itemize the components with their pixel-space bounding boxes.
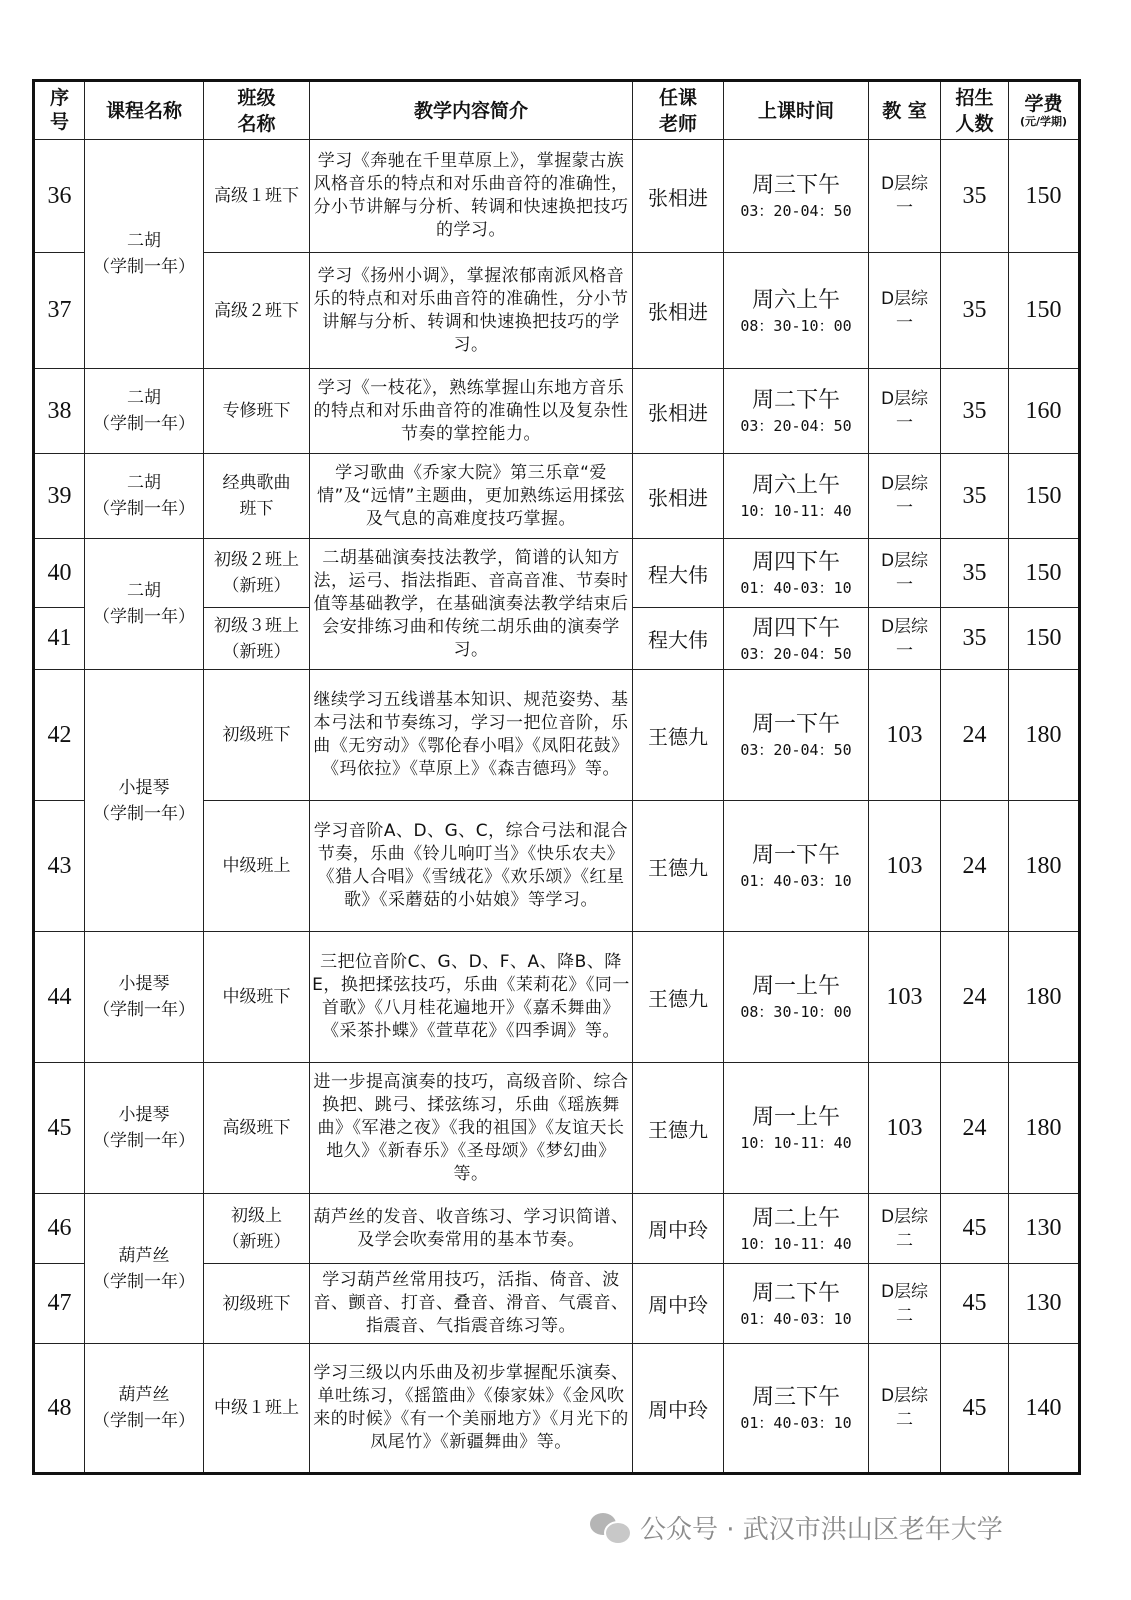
time-cell bbox=[724, 801, 869, 932]
room-cell bbox=[869, 454, 941, 539]
room-name: D层综 bbox=[880, 288, 929, 309]
header-seq: 序号 bbox=[34, 81, 85, 140]
header-row bbox=[34, 81, 1080, 140]
fee-cell: 180 bbox=[1009, 932, 1080, 1063]
teacher-cell: 王德九 bbox=[633, 801, 724, 932]
header-quota: 招生人数 bbox=[941, 81, 1009, 140]
table-row bbox=[34, 1194, 1080, 1264]
table-row bbox=[34, 539, 1080, 608]
time-cell bbox=[724, 1344, 869, 1474]
teacher-cell: 周中玲 bbox=[633, 1264, 724, 1344]
class-name: 高级班下 bbox=[222, 1118, 291, 1138]
time-cell bbox=[724, 253, 869, 369]
class-note: （新班） bbox=[222, 641, 291, 662]
header-class: 班级名称 bbox=[204, 81, 310, 140]
row-seq: 46 bbox=[34, 1194, 85, 1264]
class-cell bbox=[204, 932, 310, 1063]
class-day: 周二上午 bbox=[751, 1205, 840, 1231]
room-name: 103 bbox=[886, 853, 923, 879]
table-body bbox=[34, 140, 1080, 1474]
course-duration: （学制一年） bbox=[93, 1131, 195, 1151]
course-duration: （学制一年） bbox=[93, 414, 195, 434]
time-cell bbox=[724, 1194, 869, 1264]
teacher-cell: 张相进 bbox=[633, 369, 724, 454]
course-duration: （学制一年） bbox=[93, 1271, 195, 1292]
class-cell bbox=[204, 253, 310, 369]
class-name: 高级２班下 bbox=[214, 300, 299, 321]
row-seq: 38 bbox=[34, 369, 85, 454]
course-name: 葫芦丝 bbox=[118, 1245, 170, 1266]
footer-watermark bbox=[590, 1507, 1080, 1547]
course-name: 葫芦丝 bbox=[118, 1385, 170, 1405]
content-cell: 学习《奔驰在千里草原上》，掌握蒙古族风格音乐的特点和对乐曲音符的准确性，分小节讲解与分析、转调和快速换把技巧的学习。 bbox=[310, 140, 633, 253]
quota-cell: 35 bbox=[941, 140, 1009, 253]
class-name: 中级１班上 bbox=[214, 1398, 299, 1418]
class-hours: 03：20-04：50 bbox=[740, 741, 852, 759]
course-duration: （学制一年） bbox=[93, 607, 195, 627]
room-number: 一 bbox=[896, 413, 913, 433]
class-name: 初级２班上 bbox=[214, 550, 299, 570]
room-name: 103 bbox=[886, 984, 923, 1010]
row-seq: 41 bbox=[34, 608, 85, 670]
class-cell bbox=[204, 1344, 310, 1474]
course-name: 二胡 bbox=[127, 231, 161, 251]
course-name: 小提琴 bbox=[118, 974, 170, 994]
class-hours: 10：10-11：40 bbox=[740, 502, 852, 520]
course-cell bbox=[85, 1063, 204, 1194]
table-row bbox=[34, 670, 1080, 801]
class-name: 中级班上 bbox=[222, 856, 291, 876]
teacher-cell: 王德九 bbox=[633, 932, 724, 1063]
room-cell bbox=[869, 1194, 941, 1264]
fee-cell: 180 bbox=[1009, 670, 1080, 801]
class-cell bbox=[204, 670, 310, 801]
course-schedule-table bbox=[32, 79, 1081, 1475]
content-cell: 学习三级以内乐曲及初步掌握配乐演奏、单吐练习，《摇篮曲》《傣家妹》《金风吹来的时候》《有一个美丽地方》《月光下的凤尾竹》《新疆舞曲》等。 bbox=[310, 1344, 633, 1474]
content-cell: 学习音阶A、D、G、C，综合弓法和混合节奏，乐曲《铃儿响叮当》《快乐农夫》《猎人合唱》《雪绒花》《欢乐颂》《红星歌》《采蘑菇的小姑娘》等学习。 bbox=[310, 801, 633, 932]
row-seq: 48 bbox=[34, 1344, 85, 1474]
class-day: 周三下午 bbox=[751, 173, 840, 198]
course-name: 二胡 bbox=[127, 473, 161, 493]
time-cell bbox=[724, 369, 869, 454]
time-cell bbox=[724, 1063, 869, 1194]
room-cell bbox=[869, 140, 941, 253]
fee-cell: 180 bbox=[1009, 1063, 1080, 1194]
time-cell bbox=[724, 539, 869, 608]
course-duration: （学制一年） bbox=[93, 257, 195, 277]
class-day: 周一下午 bbox=[751, 712, 840, 737]
class-hours: 03：20-04：50 bbox=[740, 417, 852, 435]
time-cell bbox=[724, 1264, 869, 1344]
class-hours: 01：40-03：10 bbox=[740, 1309, 852, 1328]
course-name: 小提琴 bbox=[118, 1105, 170, 1125]
class-note: （新班） bbox=[222, 576, 291, 596]
fee-cell: 150 bbox=[1009, 539, 1080, 608]
table-row bbox=[34, 140, 1080, 253]
row-seq: 47 bbox=[34, 1264, 85, 1344]
room-cell bbox=[869, 670, 941, 801]
class-day: 周二下午 bbox=[751, 388, 840, 413]
quota-cell: 35 bbox=[941, 369, 1009, 454]
row-seq: 40 bbox=[34, 539, 85, 608]
class-hours: 03：20-04：50 bbox=[740, 644, 852, 663]
room-cell bbox=[869, 608, 941, 670]
course-duration: （学制一年） bbox=[93, 499, 195, 519]
quota-cell: 35 bbox=[941, 608, 1009, 670]
class-hours: 08：30-10：00 bbox=[740, 316, 852, 335]
time-cell bbox=[724, 454, 869, 539]
class-day: 周六上午 bbox=[751, 287, 840, 313]
class-name: 初级上 bbox=[231, 1205, 282, 1226]
course-cell bbox=[85, 140, 204, 369]
room-name: 103 bbox=[886, 722, 923, 748]
course-cell bbox=[85, 369, 204, 454]
content-cell: 葫芦丝的发音、收音练习、学习识简谱、及学会吹奏常用的基本节奏。 bbox=[310, 1194, 633, 1264]
class-day: 周一上午 bbox=[751, 1105, 840, 1130]
course-cell bbox=[85, 670, 204, 932]
quota-cell: 35 bbox=[941, 454, 1009, 539]
room-number: 二 bbox=[896, 1230, 913, 1251]
room-number: 一 bbox=[896, 640, 913, 661]
class-name: 高级１班下 bbox=[214, 186, 299, 206]
header-course: 课程名称 bbox=[85, 81, 204, 140]
room-cell bbox=[869, 932, 941, 1063]
header-time: 上课时间 bbox=[724, 81, 869, 140]
class-cell bbox=[204, 539, 310, 608]
room-number: 一 bbox=[896, 312, 913, 333]
table-row bbox=[34, 1063, 1080, 1194]
teacher-cell: 王德九 bbox=[633, 1063, 724, 1194]
class-cell bbox=[204, 454, 310, 539]
row-seq: 39 bbox=[34, 454, 85, 539]
room-number: 二 bbox=[896, 1305, 913, 1326]
room-number: 二 bbox=[896, 1410, 913, 1430]
class-day: 周一上午 bbox=[751, 974, 840, 999]
row-seq: 45 bbox=[34, 1063, 85, 1194]
content-cell: 继续学习五线谱基本知识、规范姿势、基本弓法和节奏练习，学习一把位音阶，乐曲《无穷动》《鄂伦春小唱》《凤阳花鼓》《玛依拉》《草原上》《森吉德玛》等。 bbox=[310, 670, 633, 801]
room-cell bbox=[869, 539, 941, 608]
course-duration: （学制一年） bbox=[93, 1411, 195, 1431]
teacher-cell: 程大伟 bbox=[633, 539, 724, 608]
room-name: 103 bbox=[886, 1115, 923, 1141]
time-cell bbox=[724, 932, 869, 1063]
class-cell bbox=[204, 369, 310, 454]
teacher-cell: 张相进 bbox=[633, 140, 724, 253]
header-content: 教学内容简介 bbox=[310, 81, 633, 140]
content-cell: 进一步提高演奏的技巧，高级音阶、综合换把、跳弓、揉弦练习，乐曲《瑶族舞曲》《军港之夜》《我的祖国》《友谊天长地久》《新春乐》《圣母颂》《梦幻曲》等。 bbox=[310, 1063, 633, 1194]
room-cell bbox=[869, 1063, 941, 1194]
class-cell bbox=[204, 140, 310, 253]
footer-text: 公众号 · 武汉市洪山区老年大学 bbox=[640, 1514, 1003, 1545]
class-cell bbox=[204, 1194, 310, 1264]
table-row bbox=[34, 369, 1080, 454]
content-cell: 学习葫芦丝常用技巧，活指、倚音、波音、颤音、打音、叠音、滑音、气震音、指震音、气指震音练习等。 bbox=[310, 1264, 633, 1344]
fee-cell: 130 bbox=[1009, 1264, 1080, 1344]
class-day: 周四下午 bbox=[751, 615, 840, 641]
class-name: 初级班下 bbox=[222, 1293, 291, 1314]
fee-cell: 180 bbox=[1009, 801, 1080, 932]
class-hours: 01：40-03：10 bbox=[740, 1414, 852, 1432]
course-cell bbox=[85, 454, 204, 539]
class-day: 周二下午 bbox=[751, 1280, 840, 1306]
room-number: 一 bbox=[896, 498, 913, 518]
row-seq: 42 bbox=[34, 670, 85, 801]
fee-cell: 130 bbox=[1009, 1194, 1080, 1264]
content-cell: 学习《一枝花》，熟练掌握山东地方音乐的特点和对乐曲音符的准确性以及复杂性节奏的掌控能力。 bbox=[310, 369, 633, 454]
room-name: D层综 bbox=[880, 389, 929, 409]
teacher-cell: 周中玲 bbox=[633, 1344, 724, 1474]
room-number: 一 bbox=[896, 198, 913, 218]
room-cell bbox=[869, 1344, 941, 1474]
class-name: 中级班下 bbox=[222, 987, 291, 1007]
fee-cell: 150 bbox=[1009, 253, 1080, 369]
fee-cell: 150 bbox=[1009, 454, 1080, 539]
header-room: 教 室 bbox=[869, 81, 941, 140]
class-day: 周四下午 bbox=[751, 550, 840, 575]
course-duration: （学制一年） bbox=[93, 803, 195, 824]
class-hours: 10：10-11：40 bbox=[740, 1234, 852, 1253]
quota-cell: 24 bbox=[941, 932, 1009, 1063]
fee-cell: 150 bbox=[1009, 140, 1080, 253]
room-cell bbox=[869, 801, 941, 932]
header-fee: 学费 (元/学期) bbox=[1009, 81, 1080, 140]
class-cell bbox=[204, 608, 310, 670]
table-row bbox=[34, 932, 1080, 1063]
teacher-cell: 周中玲 bbox=[633, 1194, 724, 1264]
quota-cell: 45 bbox=[941, 1194, 1009, 1264]
quota-cell: 45 bbox=[941, 1344, 1009, 1474]
teacher-cell: 王德九 bbox=[633, 670, 724, 801]
time-cell bbox=[724, 140, 869, 253]
course-name: 小提琴 bbox=[118, 777, 170, 798]
class-hours: 10：10-11：40 bbox=[740, 1134, 852, 1152]
course-name: 二胡 bbox=[127, 388, 161, 408]
quota-cell: 35 bbox=[941, 253, 1009, 369]
class-name: 初级３班上 bbox=[214, 615, 299, 636]
course-name: 二胡 bbox=[127, 581, 161, 601]
quota-cell: 35 bbox=[941, 539, 1009, 608]
course-duration: （学制一年） bbox=[93, 1000, 195, 1020]
course-cell bbox=[85, 1344, 204, 1474]
fee-cell: 140 bbox=[1009, 1344, 1080, 1474]
room-name: D层综 bbox=[880, 174, 929, 194]
class-day: 周一下午 bbox=[751, 843, 840, 868]
room-cell bbox=[869, 369, 941, 454]
row-seq: 44 bbox=[34, 932, 85, 1063]
course-cell bbox=[85, 539, 204, 670]
class-hours: 01：40-03：10 bbox=[740, 579, 852, 597]
content-cell: 学习《扬州小调》，掌握浓郁南派风格音乐的特点和对乐曲音符的准确性，分小节讲解与分析、转调和快速换把技巧的学习。 bbox=[310, 253, 633, 369]
room-name: D层综 bbox=[880, 1281, 929, 1302]
course-cell bbox=[85, 932, 204, 1063]
class-hours: 08：30-10：00 bbox=[740, 1003, 852, 1021]
room-cell bbox=[869, 1264, 941, 1344]
quota-cell: 24 bbox=[941, 801, 1009, 932]
room-name: D层综 bbox=[880, 616, 929, 637]
room-name: D层综 bbox=[880, 551, 929, 571]
table-row bbox=[34, 1344, 1080, 1474]
room-cell bbox=[869, 253, 941, 369]
room-name: D层综 bbox=[880, 474, 929, 494]
time-cell bbox=[724, 670, 869, 801]
wechat-icon bbox=[590, 1511, 630, 1543]
class-hours: 01：40-03：10 bbox=[740, 872, 852, 890]
room-name: D层综 bbox=[880, 1386, 929, 1406]
class-cell bbox=[204, 1264, 310, 1344]
class-name: 初级班下 bbox=[222, 725, 291, 745]
row-seq: 37 bbox=[34, 253, 85, 369]
header-teacher: 任课老师 bbox=[633, 81, 724, 140]
class-day: 周六上午 bbox=[751, 473, 840, 498]
fee-cell: 150 bbox=[1009, 608, 1080, 670]
room-name: D层综 bbox=[880, 1206, 929, 1227]
row-seq: 43 bbox=[34, 801, 85, 932]
time-cell bbox=[724, 608, 869, 670]
class-name: 经典歌曲 bbox=[222, 473, 291, 493]
row-seq: 36 bbox=[34, 140, 85, 253]
class-cell bbox=[204, 1063, 310, 1194]
room-number: 一 bbox=[896, 575, 913, 595]
header-fee-unit: (元/学期) bbox=[1019, 114, 1068, 128]
class-note: （新班） bbox=[222, 1231, 291, 1252]
teacher-cell: 程大伟 bbox=[633, 608, 724, 670]
content-cell: 二胡基础演奏技法教学，简谱的认知方法，运弓、指法指距、音高音准、节奏时值等基础教学，在基础演奏法教学结束后会安排练习曲和传统二胡乐曲的演奏学习。 bbox=[310, 539, 633, 670]
quota-cell: 24 bbox=[941, 670, 1009, 801]
course-cell bbox=[85, 1194, 204, 1344]
teacher-cell: 张相进 bbox=[633, 454, 724, 539]
content-cell: 三把位音阶C、G、D、F、A、降B、降E，换把揉弦技巧，乐曲《茉莉花》《同一首歌》《八月桂花遍地开》《嘉禾舞曲》《采茶扑蝶》《萱草花》《四季调》等。 bbox=[310, 932, 633, 1063]
content-cell: 学习歌曲《乔家大院》第三乐章“爱情”及“远情”主题曲，更加熟练运用揉弦及气息的高难度技巧掌握。 bbox=[310, 454, 633, 539]
class-hours: 03：20-04：50 bbox=[740, 202, 852, 220]
class-note: 班下 bbox=[239, 499, 274, 519]
class-name: 专修班下 bbox=[222, 401, 291, 421]
teacher-cell: 张相进 bbox=[633, 253, 724, 369]
quota-cell: 45 bbox=[941, 1264, 1009, 1344]
quota-cell: 24 bbox=[941, 1063, 1009, 1194]
class-cell bbox=[204, 801, 310, 932]
class-day: 周三下午 bbox=[751, 1385, 840, 1410]
fee-cell: 160 bbox=[1009, 369, 1080, 454]
table-row bbox=[34, 454, 1080, 539]
